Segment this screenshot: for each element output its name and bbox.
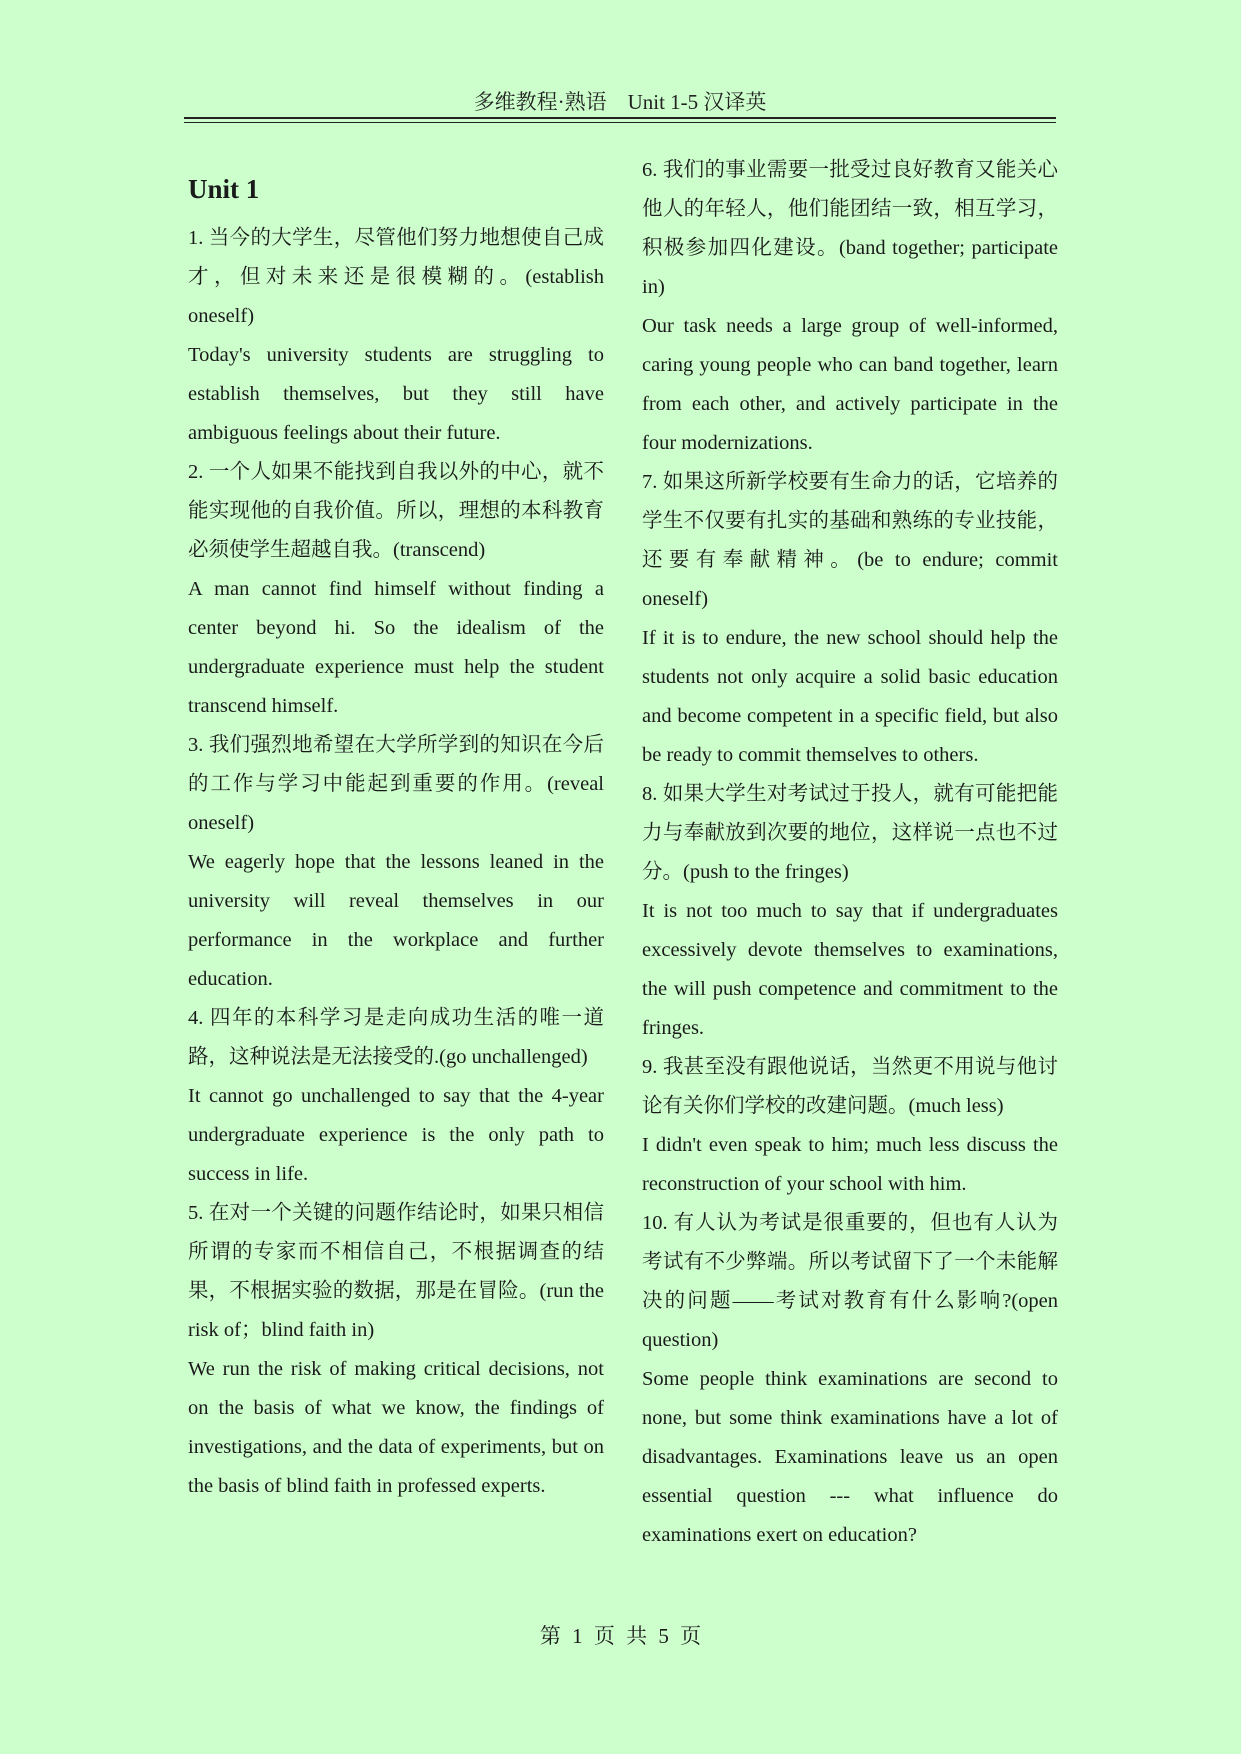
exercise-10-english: Some people think examinations are second to none, but some think examinations have a lot of disadvantages. Examinations leave us an open essential question --- what influence do examinations exert on education? — [642, 1368, 1058, 1546]
page-header: 多维教程·熟语 Unit 1-5 汉译英 — [473, 90, 767, 114]
exercise-3-english: We eagerly hope that the lessons leaned in the university will reveal themselves in our performance in the workplace and further education. — [188, 851, 604, 990]
right-column — [642, 151, 1058, 1555]
exercise-7-english: If it is to endure, the new school should help the students not only acquire a solid basic education and become competent in a specific field, but also be ready to commit themselves to others. — [642, 627, 1058, 766]
exercise-7-chinese: 7. 如果这所新学校要有生命力的话，它培养的学生不仅要有扎实的基础和熟练的专业技能，还要有奉献精神。(be to endure; commit oneself) — [642, 471, 1058, 610]
unit-title: Unit 1 — [188, 174, 260, 204]
exercise-6-chinese: 6. 我们的事业需要一批受过良好教育又能关心他人的年轻人，他们能团结一致，相互学习，积极参加四化建设。(band together; participate in) — [642, 159, 1058, 298]
exercise-5-chinese: 5. 在对一个关键的问题作结论时，如果只相信所谓的专家而不相信自己，不根据调查的结果，不根据实验的数据，那是在冒险。(run the risk of；blind faith in) — [188, 1202, 604, 1341]
exercise-10-chinese: 10. 有人认为考试是很重要的，但也有人认为考试有不少弊端。所以考试留下了一个未能解决的问题——考试对教育有什么影响?(open question) — [642, 1212, 1058, 1351]
page-number-footer: 第 1 页 共 5 页 — [539, 1624, 702, 1648]
exercise-8-chinese: 8. 如果大学生对考试过于投人，就有可能把能力与奉献放到次要的地位，这样说一点也不过分。(push to the fringes) — [642, 783, 1058, 883]
exercise-4-chinese: 4. 四年的本科学习是走向成功生活的唯一道路，这种说法是无法接受的.(go unchallenged) — [188, 1007, 604, 1068]
exercise-6-english: Our task needs a large group of well-informed, caring young people who can band together, learn from each other, and actively participate in the four modernizations. — [642, 315, 1058, 454]
exercise-4-english: It cannot go unchallenged to say that the 4-year undergraduate experience is the only path to success in life. — [188, 1085, 604, 1185]
left-column — [188, 150, 604, 1506]
exercise-1-chinese: 1. 当今的大学生，尽管他们努力地想使自己成才，但对未来还是很模糊的。(establish oneself) — [188, 227, 604, 327]
exercise-5-english: We run the risk of making critical decisions, not on the basis of what we know, the findings of investigations, and the data of experiments, but on the basis of blind faith in professed experts. — [188, 1358, 604, 1497]
exercise-2-english: A man cannot find himself without finding a center beyond hi. So the idealism of the undergraduate experience must help the student transcend himself. — [188, 578, 604, 717]
header-rule — [184, 117, 1056, 119]
exercise-2-chinese: 2. 一个人如果不能找到自我以外的中心，就不能实现他的自我价值。所以，理想的本科教育必须使学生超越自我。(transcend) — [188, 461, 604, 561]
exercise-9-chinese: 9. 我甚至没有跟他说话，当然更不用说与他讨论有关你们学校的改建问题。(much less) — [642, 1056, 1058, 1117]
exercise-1-english: Today's university students are struggling to establish themselves, but they still have ambiguous feelings about their future. — [188, 344, 604, 444]
header-rule-thin — [184, 122, 1056, 123]
exercise-9-english: I didn't even speak to him; much less discuss the reconstruction of your school with him. — [642, 1134, 1058, 1195]
exercise-8-english: It is not too much to say that if undergraduates excessively devote themselves to examinations, the will push competence and commitment to the fringes. — [642, 900, 1058, 1039]
exercise-3-chinese: 3. 我们强烈地希望在大学所学到的知识在今后的工作与学习中能起到重要的作用。(reveal oneself) — [188, 734, 604, 834]
